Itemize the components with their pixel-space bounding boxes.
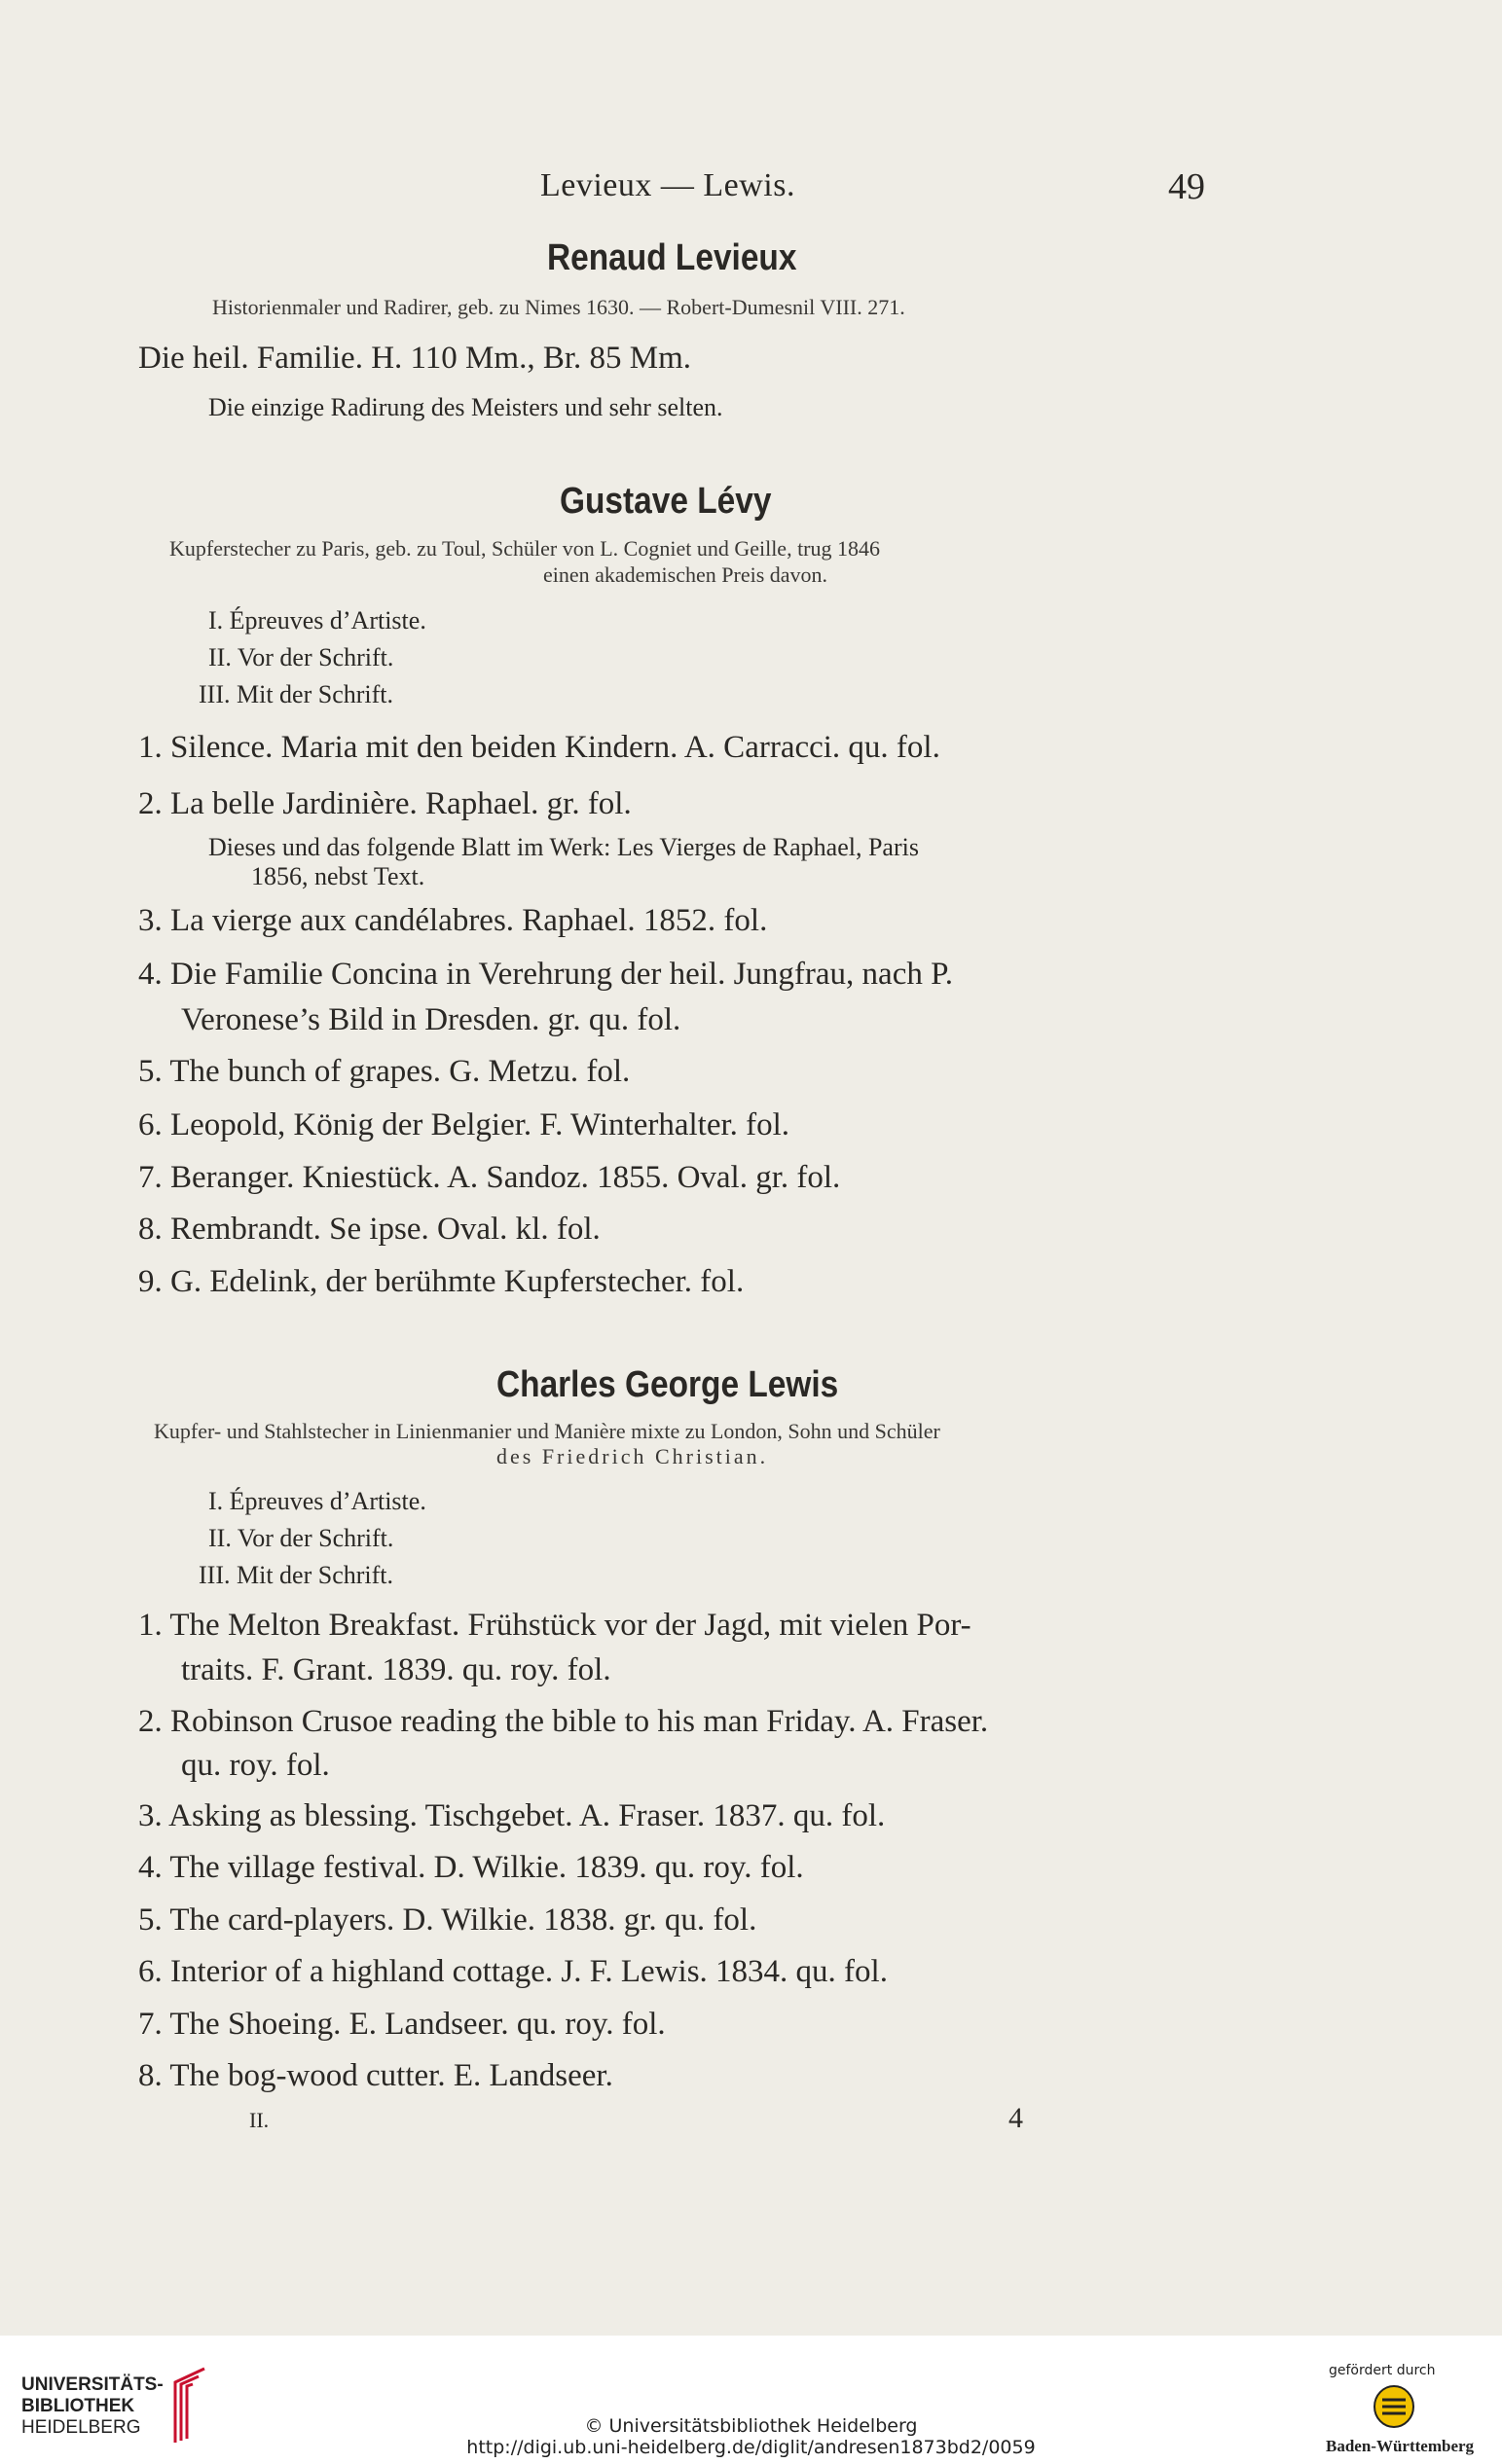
catalogue-entry: 8. Rembrandt. Se ipse. Oval. kl. fol. xyxy=(138,1212,601,1247)
footer-bar xyxy=(0,2336,1502,2464)
artist-subtitle-levieux: Historienmaler und Radirer, geb. zu Nimes 1630. — Robert-Dumesnil VIII. 271. xyxy=(212,295,905,319)
catalogue-entry: 6. Interior of a highland cottage. J. F. Lewis. 1834. qu. fol. xyxy=(138,1954,888,1989)
catalogue-entry: 3. Asking as blessing. Tischgebet. A. Fraser. 1837. qu. fol. xyxy=(138,1798,886,1833)
artist-name-levy: Gustave Lévy xyxy=(560,481,772,522)
catalogue-entry: qu. roy. fol. xyxy=(181,1748,330,1783)
artist-subtitle-lewis: Kupfer- und Stahlstecher in Linienmanier und Manière mixte zu London, Sohn und Schüler xyxy=(154,1419,940,1443)
catalogue-entry: 2. Robinson Crusoe reading the bible to his man Friday. A. Fraser. xyxy=(138,1704,989,1739)
state-coat-of-arms-icon xyxy=(1373,2384,1415,2429)
artist-subtitle-lewis: des Friedrich Christian. xyxy=(496,1444,769,1468)
page-number: 49 xyxy=(1168,166,1205,207)
catalogue-entry: 4. The village festival. D. Wilkie. 1839. qu. roy. fol. xyxy=(138,1850,804,1885)
catalogue-entry: 7. Beranger. Kniestück. A. Sandoz. 1855. Oval. gr. fol. xyxy=(138,1160,841,1195)
artist-subtitle-levy: Kupferstecher zu Paris, geb. zu Toul, Schüler von L. Cogniet und Geille, trug 1846 xyxy=(169,536,881,561)
copyright-notice: © Universitätsbibliothek Heidelberg xyxy=(584,2415,918,2437)
entry-levieux: Die heil. Familie. H. 110 Mm., Br. 85 Mm. xyxy=(138,341,692,376)
state-item: I. Épreuves d’Artiste. xyxy=(208,1487,426,1515)
catalogue-entry: 6. Leopold, König der Belgier. F. Winterhalter. fol. xyxy=(138,1107,790,1142)
entry-note: 1856, nebst Text. xyxy=(251,862,425,890)
state-item: III. Mit der Schrift. xyxy=(199,1561,394,1589)
state-item: I. Épreuves d’Artiste. xyxy=(208,606,426,634)
catalogue-entry: 1. The Melton Breakfast. Frühstück vor der Jagd, mit vielen Por- xyxy=(138,1608,971,1643)
catalogue-entry: 5. The card-players. D. Wilkie. 1838. gr. qu. fol. xyxy=(138,1902,757,1938)
signature-number: 4 xyxy=(1008,2102,1023,2134)
catalogue-entry: traits. F. Grant. 1839. qu. roy. fol. xyxy=(181,1652,611,1687)
library-logo[interactable]: UNIVERSITÄTS- BIBLIOTHEK HEIDELBERG xyxy=(21,2374,164,2438)
state-item: II. Vor der Schrift. xyxy=(208,1524,394,1552)
state-item: II. Vor der Schrift. xyxy=(208,643,394,671)
catalogue-entry: Veronese’s Bild in Dresden. gr. qu. fol. xyxy=(181,1002,681,1037)
running-title: Levieux — Lewis. xyxy=(540,167,795,203)
catalogue-entry: 3. La vierge aux candélabres. Raphael. 1852. fol. xyxy=(138,903,768,938)
entry-note: Dieses und das folgende Blatt im Werk: Les Vierges de Raphael, Paris xyxy=(208,833,919,861)
funded-by-label: gefördert durch xyxy=(1329,2363,1436,2378)
state-item: III. Mit der Schrift. xyxy=(199,680,394,708)
catalogue-entry: 5. The bunch of grapes. G. Metzu. fol. xyxy=(138,1054,631,1089)
artist-name-lewis: Charles George Lewis xyxy=(496,1364,839,1405)
catalogue-entry: 1. Silence. Maria mit den beiden Kindern. A. Carracci. qu. fol. xyxy=(138,730,940,765)
signature-mark: II. xyxy=(249,2108,270,2132)
permalink-url[interactable]: http://digi.ub.uni-heidelberg.de/diglit/andresen1873bd2/0059 xyxy=(466,2437,1036,2458)
artist-name-levieux: Renaud Levieux xyxy=(547,237,797,278)
catalogue-entry: 7. The Shoeing. E. Landseer. qu. roy. fol. xyxy=(138,2007,666,2042)
funder-name: Baden-Württemberg xyxy=(1326,2437,1475,2455)
catalogue-entry: 4. Die Familie Concina in Verehrung der heil. Jungfrau, nach P. xyxy=(138,957,954,992)
catalogue-entry: 8. The bog-wood cutter. E. Landseer. xyxy=(138,2058,613,2093)
entry-note-levieux: Die einzige Radirung des Meisters und sehr selten. xyxy=(208,393,723,421)
artist-subtitle-levy: einen akademischen Preis davon. xyxy=(543,562,828,587)
catalogue-entry: 9. G. Edelink, der berühmte Kupferstecher. fol. xyxy=(138,1264,745,1299)
catalogue-entry: 2. La belle Jardinière. Raphael. gr. fol. xyxy=(138,786,632,821)
